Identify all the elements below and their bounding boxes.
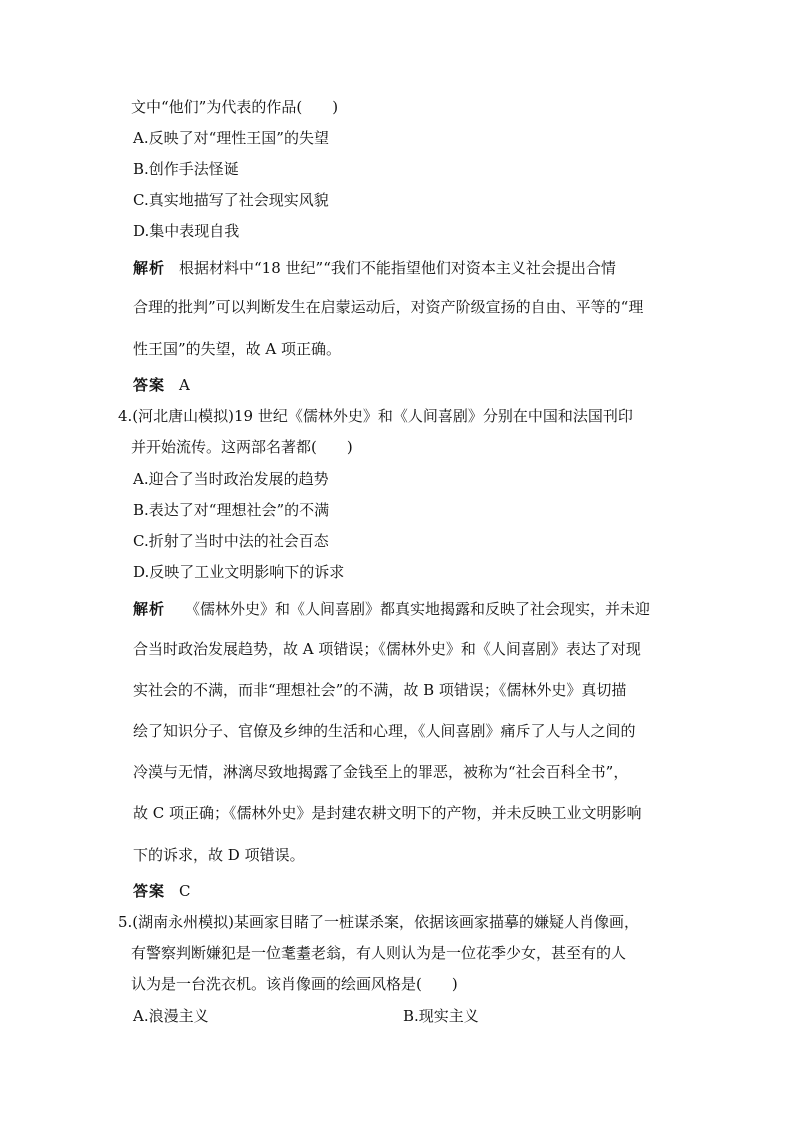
q4-analysis-line-6: 故 C 项正确；《儒林外史》是封建农耕文明下的产物，并未反映工业文明影响 [133, 804, 642, 822]
q4-stem-line-1: 4.(河北唐山模拟)19 世纪《儒林外史》和《人间喜剧》分别在中国和法国刊印 [118, 407, 633, 425]
q3-analysis-line-2: 合理的批判”可以判断发生在启蒙运动后，对资产阶级宣扬的自由、平等的“理 [133, 298, 644, 316]
q4-stem-line-2: 并开始流传。这两部名著都( ) [131, 438, 353, 456]
q5-option-a: A.浪漫主义 [133, 1007, 209, 1025]
q3-option-c: C.真实地描写了社会现实风貌 [133, 191, 329, 209]
q3-analysis-label: 解析 [133, 259, 166, 277]
q4-answer [133, 881, 191, 901]
q4-option-b: B.表达了对“理想社会”的不满 [133, 501, 330, 519]
q3-answer-label: 答案 [133, 376, 166, 394]
q4-option-c: C.折射了当时中法的社会百态 [133, 532, 329, 550]
q4-answer-value: C [179, 882, 191, 900]
q4-analysis-label: 解析 [133, 600, 166, 618]
q3-answer-value: A [179, 376, 190, 394]
q3-analysis-line-3: 性王国”的失望，故 A 项正确。 [133, 340, 342, 358]
q4-analysis-line-5: 冷漠与无情，淋漓尽致地揭露了金钱至上的罪恶，被称为“社会百科全书”， [133, 763, 629, 781]
q5-stem-line-3: 认为是一台洗衣机。该肖像画的绘画风格是( ) [131, 975, 458, 993]
q3-stem-continuation: 文中“他们”为代表的作品( ) [131, 98, 339, 116]
q3-analysis-text-1: 根据材料中“18 世纪”“我们不能指望他们对资本主义社会提出合情 [179, 259, 616, 277]
q4-analysis-line-3: 实社会的不满，而非“理想社会”的不满，故 B 项错误；《儒林外史》真切描 [133, 681, 627, 699]
q4-analysis-line-4: 绘了知识分子、官僚及乡绅的生活和心理，《人间喜剧》痛斥了人与人之间的 [133, 722, 636, 740]
q4-option-a: A.迎合了当时政治发展的趋势 [133, 470, 329, 488]
q3-answer [133, 375, 190, 395]
q5-stem-line-2: 有警察判断嫌犯是一位耄耋老翁，有人则认为是一位花季少女，甚至有的人 [131, 944, 627, 962]
q4-analysis-line-1 [133, 599, 650, 619]
q5-option-b: B.现实主义 [403, 1007, 479, 1025]
q5-stem-line-1: 5.(湖南永州模拟)某画家目睹了一桩谋杀案，依据该画家描摹的嫌疑人肖像画， [118, 913, 640, 931]
q4-answer-label: 答案 [133, 882, 166, 900]
q3-option-a: A.反映了对“理性王国”的失望 [133, 129, 329, 147]
q3-option-d: D.集中表现自我 [133, 222, 240, 240]
q4-analysis-line-7: 下的诉求，故 D 项错误。 [133, 846, 305, 864]
q4-analysis-line-2: 合当时政治发展趋势，故 A 项错误；《儒林外史》和《人间喜剧》表达了对现 [133, 640, 641, 658]
q3-analysis-line-1 [133, 258, 616, 278]
q3-option-b: B.创作手法怪诞 [133, 160, 239, 178]
q4-option-d: D.反映了工业文明影响下的诉求 [133, 563, 345, 581]
q4-analysis-text-1: 《儒林外史》和《人间喜剧》都真实地揭露和反映了社会现实，并未迎 [185, 600, 651, 618]
